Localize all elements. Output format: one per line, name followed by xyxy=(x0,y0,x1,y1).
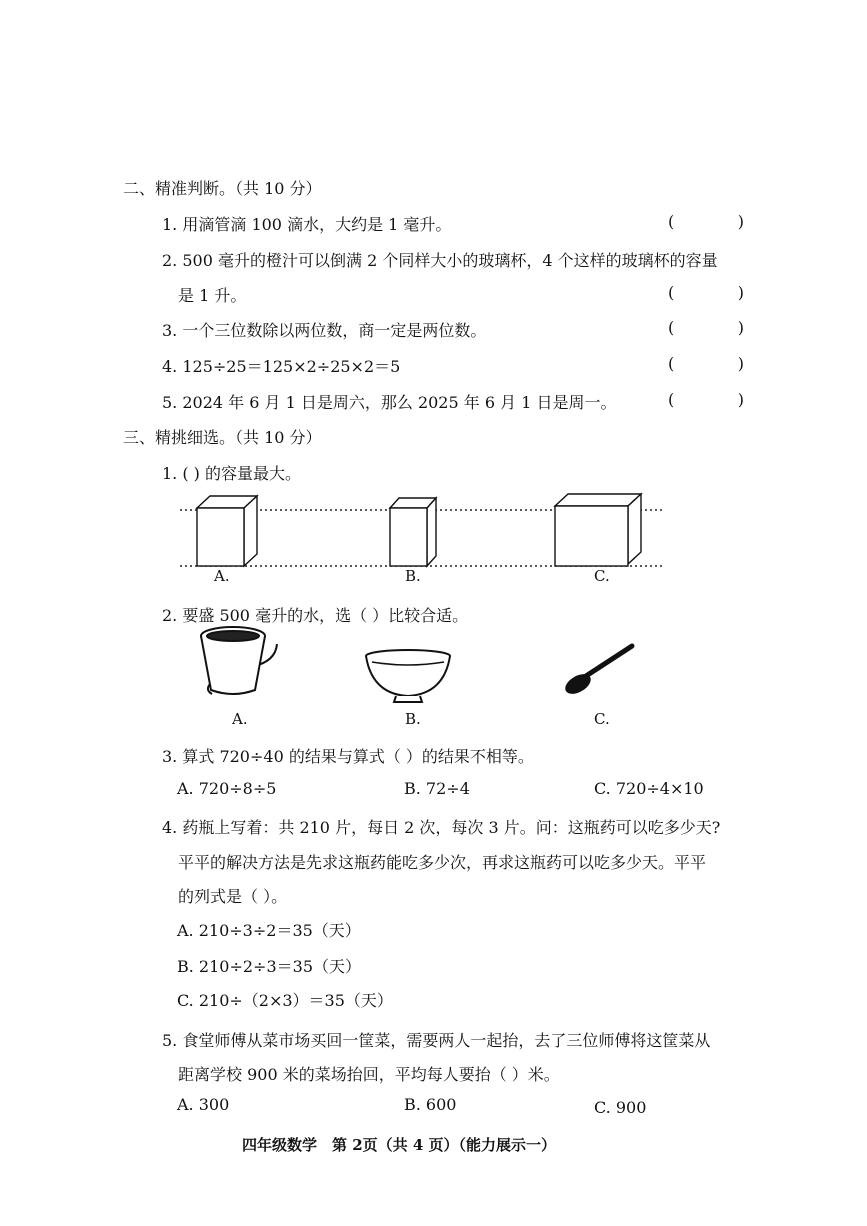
paren-close: ) xyxy=(737,318,744,337)
bucket-icon xyxy=(201,627,277,694)
question-text: 4. 药瓶上写着：共 210 片，每日 2 次，每次 3 片。问：这瓶药可以吃多少天? xyxy=(162,818,721,837)
question-text: 4. 125÷25＝125×2÷25×2＝5 xyxy=(162,357,401,376)
question-text: 5. 食堂师傅从菜市场买回一筐菜，需要两人一起抬，去了三位师傅将这筐菜从 xyxy=(162,1031,711,1050)
question-text: 1. ( ) 的容量最大。 xyxy=(162,464,302,483)
question-text: 3. 算式 720÷40 的结果与算式（ ）的结果不相等。 xyxy=(162,747,534,766)
question-text-cont: 距离学校 900 米的菜场抬回，平均每人要抬（ ）米。 xyxy=(178,1065,560,1084)
paren-close: ) xyxy=(737,283,744,302)
option-label[interactable]: B. 72÷4 xyxy=(404,779,470,798)
option-label[interactable]: C. 900 xyxy=(594,1098,647,1117)
bowl-icon xyxy=(366,650,450,702)
answer-blank[interactable] xyxy=(668,390,744,409)
paren-open: ( xyxy=(668,354,675,373)
spoon-icon xyxy=(562,646,632,698)
paren-close: ) xyxy=(737,354,744,373)
box-c-icon xyxy=(555,494,641,566)
question-text: 2. 500 毫升的橙汁可以倒满 2 个同样大小的玻璃杯，4 个这样的玻璃杯的容量 xyxy=(162,251,718,270)
question-text-cont: 是 1 升。 xyxy=(178,286,247,305)
option-label[interactable]: A. 720÷8÷5 xyxy=(177,779,277,798)
answer-blank[interactable] xyxy=(668,318,744,337)
answer-blank[interactable] xyxy=(668,283,744,302)
paren-open: ( xyxy=(668,390,675,409)
option-label[interactable]: C. 720÷4×10 xyxy=(594,779,704,798)
option-label[interactable]: C. 210÷（2×3）＝35（天） xyxy=(177,991,393,1010)
option-label[interactable]: A. xyxy=(232,710,248,728)
option-label[interactable]: A. 300 xyxy=(177,1095,230,1114)
page-footer: 四年级数学 第 2页（共 4 页）（能力展示一） xyxy=(242,1136,557,1154)
question-text: 3. 一个三位数除以两位数，商一定是两位数。 xyxy=(162,321,487,340)
section-heading: 二、精准判断。（共 10 分） xyxy=(123,179,322,198)
boxes-figure xyxy=(0,490,867,580)
question-text: 1. 用滴管滴 100 滴水，大约是 1 毫升。 xyxy=(162,215,452,234)
option-label[interactable]: B. xyxy=(405,710,421,728)
option-label[interactable]: C. xyxy=(594,567,610,585)
answer-blank[interactable] xyxy=(668,212,744,231)
question-text-cont: 的列式是（ ）。 xyxy=(178,887,288,906)
box-a-icon xyxy=(197,496,257,566)
paren-close: ) xyxy=(737,390,744,409)
section-heading: 三、精挑细选。（共 10 分） xyxy=(123,428,322,447)
paren-close: ) xyxy=(737,212,744,231)
option-label[interactable]: A. 210÷3÷2＝35（天） xyxy=(177,921,361,940)
box-b-icon xyxy=(390,498,436,566)
option-label[interactable]: C. xyxy=(594,710,610,728)
option-label[interactable]: A. xyxy=(214,567,230,585)
question-text-cont: 平平的解决方法是先求这瓶药能吃多少次，再求这瓶药可以吃多少天。平平 xyxy=(178,853,707,872)
option-label[interactable]: B. xyxy=(405,567,421,585)
question-text: 5. 2024 年 6 月 1 日是周六，那么 2025 年 6 月 1 日是周一。 xyxy=(162,393,617,412)
answer-blank[interactable] xyxy=(668,354,744,373)
option-label[interactable]: B. 600 xyxy=(404,1095,457,1114)
question-text: 2. 要盛 500 毫升的水，选（ ）比较合适。 xyxy=(162,606,469,625)
option-label[interactable]: B. 210÷2÷3＝35（天） xyxy=(177,957,362,976)
paren-open: ( xyxy=(668,283,675,302)
containers-figure xyxy=(0,624,867,704)
paren-open: ( xyxy=(668,212,675,231)
paren-open: ( xyxy=(668,318,675,337)
